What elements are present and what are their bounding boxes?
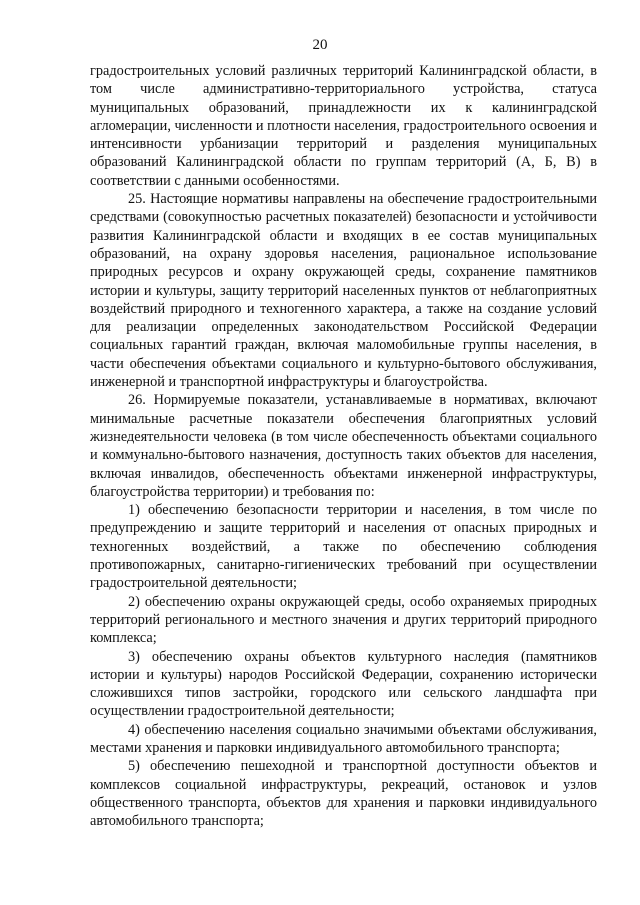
paragraph-continuation: градостроительных условий различных территорий Калининградской области, в том числе административно-территориального устройства, статуса муниципальных образований, принадлежности их к калининградской агломерации, численности и плотности населения, градостроительного освоения и интенсивности урбанизации территорий и разделения муниципальных образований Калининградской области по группам территорий (А, Б, В) в соответствии с данными особенностями. xyxy=(90,63,597,189)
list-item-3: 3) обеспечению охраны объектов культурного наследия (памятников истории и культуры) народов Российской Федерации, сохранению исторически сложившихся типов застройки, городского или сельского ландшафта при осуществлении градостроительной деятельности; xyxy=(90,648,597,720)
list-item-1: 1) обеспечению безопасности территории и населения, в том числе по предупреждению и защите территорий и населения от опасных природных и техногенных воздействий, а также по обеспечению соблюдения противопожарных, санитарно-гигиенических требований при осуществлении градостроительной деятельности; xyxy=(90,502,597,592)
list-item-2: 2) обеспечению охраны окружающей среды, особо охраняемых природных территорий регионального и местного значения и других территорий природного комплекса; xyxy=(90,593,597,647)
document-body xyxy=(90,62,597,830)
paragraph-25: 25. Настоящие нормативы направлены на обеспечение градостроительными средствами (совокупностью расчетных показателей) безопасности и устойчивости развития Калининградской области и входящих в ее состав муниципальных образований, на охрану здоровья населения, рациональное использование природных ресурсов и охрану окружающей среды, сохранение памятников истории и культуры, защиту территорий населенных пунктов от неблагоприятных воздействий природного и техногенного характера, а также на создание условий для реализации определенных законодательством Российской Федерации социальных гарантий граждан, включая маломобильные группы населения, в части обеспечения объектами социального и культурно-бытового обслуживания, инженерной и транспортной инфраструктуры и благоустройства. xyxy=(90,191,597,391)
paragraph-26: 26. Нормируемые показатели, устанавливаемые в нормативах, включают минимальные расчетные показатели обеспечения благоприятных условий жизнедеятельности человека (в том числе обеспеченность объектами социального и коммунально-бытового назначения, доступность таких объектов для населения, включая инвалидов, обеспеченность объектами инженерной инфраструктуры, благоустройства территории) и требования по: xyxy=(90,392,597,500)
page-number: 20 xyxy=(312,37,328,53)
list-item-4: 4) обеспечению населения социально значимыми объектами обслуживания, местами хранения и парковки индивидуального автомобильного транспорта; xyxy=(90,721,597,756)
list-item-5: 5) обеспечению пешеходной и транспортной доступности объектов и комплексов социальной инфраструктуры, рекреаций, остановок и узлов общественного транспорта, объектов для хранения и парковки индивидуального автомобильного транспорта; xyxy=(90,758,597,830)
